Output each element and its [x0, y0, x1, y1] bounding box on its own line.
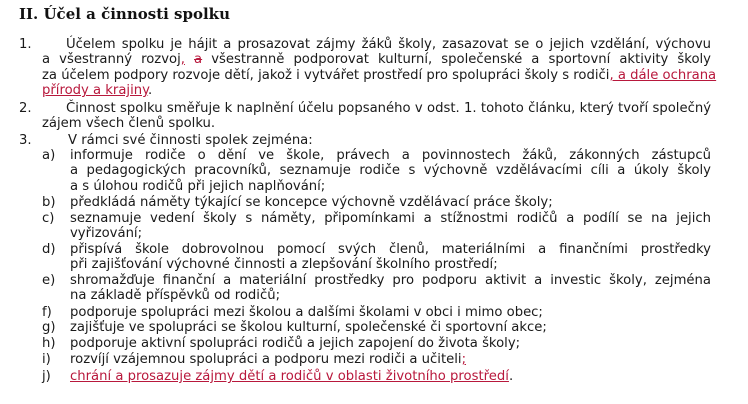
paragraph-1-number: 1. [19, 37, 32, 52]
paragraph-1-line-2-text-a: a všestranný rozvoj [42, 52, 181, 67]
list-item-d-line-2: při zajišťování výchovné činnosti a zlepšování školního prostředí; [70, 257, 498, 272]
list-item-i-line-1 [70, 352, 466, 367]
list-item-j-line-1 [70, 369, 513, 384]
list-item-label: j) [42, 369, 51, 384]
list-item-label: e) [42, 273, 56, 288]
deleted-word: a [194, 52, 203, 67]
list-item-i-text: rozvíjí vzájemnou spolupráci a podporu mezi rodiči a učiteli [70, 352, 462, 367]
paragraph-3-intro: V rámci své činnosti spolek zejména: [68, 133, 313, 148]
paragraph-1-line-3 [42, 68, 716, 83]
inserted-text-prirody: přírody a krajiny [42, 83, 149, 98]
section-heading: II. Účel a činnosti spolku [19, 5, 230, 23]
inserted-comma: , [180, 52, 185, 67]
inserted-text-ochrana: , a dále ochrana [609, 68, 717, 83]
list-item-a-line-3: a s úlohou rodičů při jejich naplňování; [70, 179, 326, 194]
list-item-c-line-1: seznamuje vedení školy s náměty, připomínkami a stížnostmi rodičů a podílí se na jejich [70, 211, 711, 226]
list-item-label: b) [42, 195, 56, 210]
list-item-h-line-1: podporuje aktivní spolupráci rodičů a jejich zapojení do života školy; [70, 336, 521, 351]
list-item-label: a) [42, 148, 56, 163]
paragraph-2-line-2: zájem všech členů spolku. [42, 116, 216, 131]
paragraph-2-line-1: Činnost spolku směřuje k naplnění účelu popsaného v odst. 1. tohoto článku, který tvoří společný [66, 101, 711, 116]
paragraph-3-number: 3. [19, 133, 32, 148]
list-item-f-line-1: podporuje spolupráci mezi školou a dalšími školami v obci i mimo obec; [70, 305, 543, 320]
list-item-g-line-1: zajišťuje ve spolupráci se školou kulturní, společenské či sportovní akce; [70, 320, 547, 335]
list-item-label: c) [42, 211, 55, 226]
list-item-label: i) [42, 352, 51, 367]
paragraph-2-number: 2. [19, 101, 32, 116]
list-item-b-line-1: předkládá náměty týkající se koncepce výchovně vzdělávací práce školy; [70, 195, 553, 210]
list-item-a-line-2: a pedagogických pracovníků, seznamuje rodiče s výchovně vzdělávacími cíli a úkoly školy [70, 163, 711, 178]
paragraph-1-line-3-text: za účelem podpory rozvoje dětí, jakož i vytvářet prostředí pro spolupráci školy s rodiči [42, 68, 610, 83]
inserted-semicolon: ; [461, 352, 467, 367]
list-item-label: h) [42, 336, 56, 351]
list-item-a-line-1: informuje rodiče o dění ve škole, právech a povinnostech žáků, zákonných zástupců [70, 148, 711, 163]
paragraph-1-line-2-text-b: všestranně podporovat kulturní, společenské a sportovní aktivity školy [211, 52, 711, 67]
paragraph-1-line-1: Účelem spolku je hájit a prosazovat zájmy žáků školy, zasazovat se o jejich vzdělání, výchovu [66, 37, 711, 52]
paragraph-1-line-4-end: . [148, 83, 153, 98]
list-item-e-line-1: shromažďuje finanční a materiální prostředky pro podporu aktivit a investic školy, zejména [70, 273, 711, 288]
list-item-label: g) [42, 320, 56, 335]
list-item-d-line-1: přispívá škole dobrovolnou pomocí svých členů, materiálními a finančními prostředky [70, 242, 711, 257]
inserted-item-j-text: chrání a prosazuje zájmy dětí a rodičů v oblasti životního prostředí [70, 369, 509, 384]
list-item-label: d) [42, 242, 56, 257]
list-item-label: f) [42, 305, 52, 320]
list-item-c-line-2: vyřizování; [70, 226, 143, 241]
paragraph-1-line-4 [42, 83, 152, 98]
paragraph-1-line-2 [42, 52, 711, 67]
list-item-j-end: . [508, 369, 514, 384]
list-item-e-line-2: na základě příspěvků od rodičů; [70, 288, 281, 303]
